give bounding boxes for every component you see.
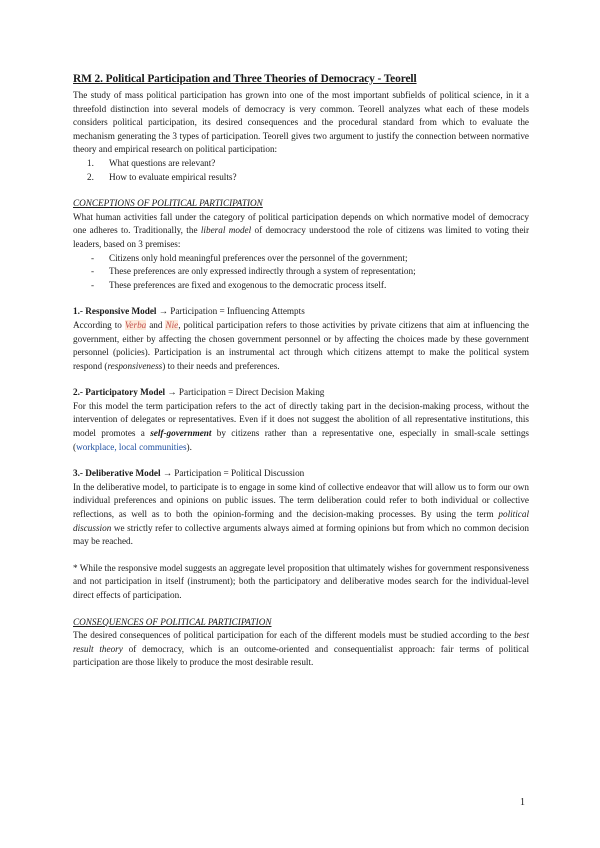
responsive-model-paragraph: According to Verba and Nie, political participation refers to those activities by private citizens that aim at influencing the government, either by affecting the chosen government personnel or by affecting the choices made by these government personnel (policies). Participation is an instrumental act through which citizens attempt to make the political system respond (responsiveness) to their needs and preferences. (73, 319, 529, 371)
responsive-model-heading: 1.- Responsive Model → Participation = Influencing Attempts (73, 306, 305, 317)
list-item: - These preferences are fixed and exogenous to the democratic process itself. (91, 279, 387, 290)
deliberative-model-heading: 3.- Deliberative Model → Participation = Political Discussion (73, 468, 305, 479)
conceptions-paragraph: What human activities fall under the category of political participation depends on which normative model of democracy one adheres to. Traditionally, the liberal model of democracy understood the role of citizens was limited to voting their leaders, based on 3 premises: (73, 211, 530, 249)
author-highlight: Verba (124, 319, 147, 330)
premise-list (73, 252, 529, 293)
arrow-icon: → (162, 468, 172, 479)
section-heading-consequences: CONSEQUENCES OF POLITICAL PARTICIPATION (73, 616, 272, 627)
author-highlight: Nie (165, 319, 179, 330)
document-page (73, 72, 529, 670)
arrow-icon: → (167, 387, 177, 398)
section-heading-conceptions: CONCEPTIONS OF POLITICAL PARTICIPATION (73, 198, 263, 209)
footnote-paragraph: * While the responsive model suggests an aggregate level proposition that ultimately wishes for government responsiveness and not participation in itself (instrument); both the participatory and deliberative modes search for the individual-level direct effects of participation. (73, 562, 529, 600)
document-title: RM 2. Political Participation and Three Theories of Democracy - Teorell (73, 73, 417, 85)
page-number: 1 (520, 797, 525, 808)
intro-paragraph: The study of mass political participation has grown into one of the most important subfields of political science, in it a threefold distinction into several models of democracy is very common. Teorell analyzes what each of these models considers political participation, its desired consequences and the procedural standard from which to evaluate the mechanism generating the 3 types of participation. Teorell gives two argument to justify the connection between normative theory and empirical research on political participation: (73, 90, 529, 155)
deliberative-model-paragraph: In the deliberative model, to participate is to engage in some kind of collective endeavor that will allow us to form our own individual preferences and opinions on public issues. The term deliberation could refer to both individual or collective reflections, as well as to both the opinion-forming and the decision-making processes. By using the term political discussion we strictly refer to collective arguments always aimed at forming opinions but from which no common decision may be reached. (73, 481, 530, 547)
example-settings: workplace, local communities (76, 441, 187, 452)
list-item: 2. How to evaluate empirical results? (87, 171, 237, 182)
consequences-paragraph: The desired consequences of political participation for each of the different models must be studied according to the best result theory of democracy, which is an outcome-oriented and consequentialist approach: fair terms of political participation are those likely to produce the most desirable result. (73, 630, 530, 668)
participatory-model-paragraph: For this model the term participation refers to the act of directly taking part in the decision-making process, without the intervention of delegates or representatives. Even if it does not suggest the abolition of all representative institutions, this model promotes a self-government by citizens rather than a representative one, especially in small-scale settings (workplace, local communities). (73, 400, 529, 452)
list-item: - These preferences are only expressed indirectly through a system of representation; (91, 266, 416, 277)
liberal-model-term: liberal model (200, 225, 252, 236)
intro-question-list (73, 157, 529, 184)
arrow-icon: → (158, 306, 168, 317)
list-item: - Citizens only hold meaningful preferences over the personnel of the government; (91, 252, 408, 263)
participatory-model-heading: 2.- Participatory Model → Participation = Direct Decision Making (73, 387, 325, 398)
list-item: 1. What questions are relevant? (87, 157, 216, 168)
